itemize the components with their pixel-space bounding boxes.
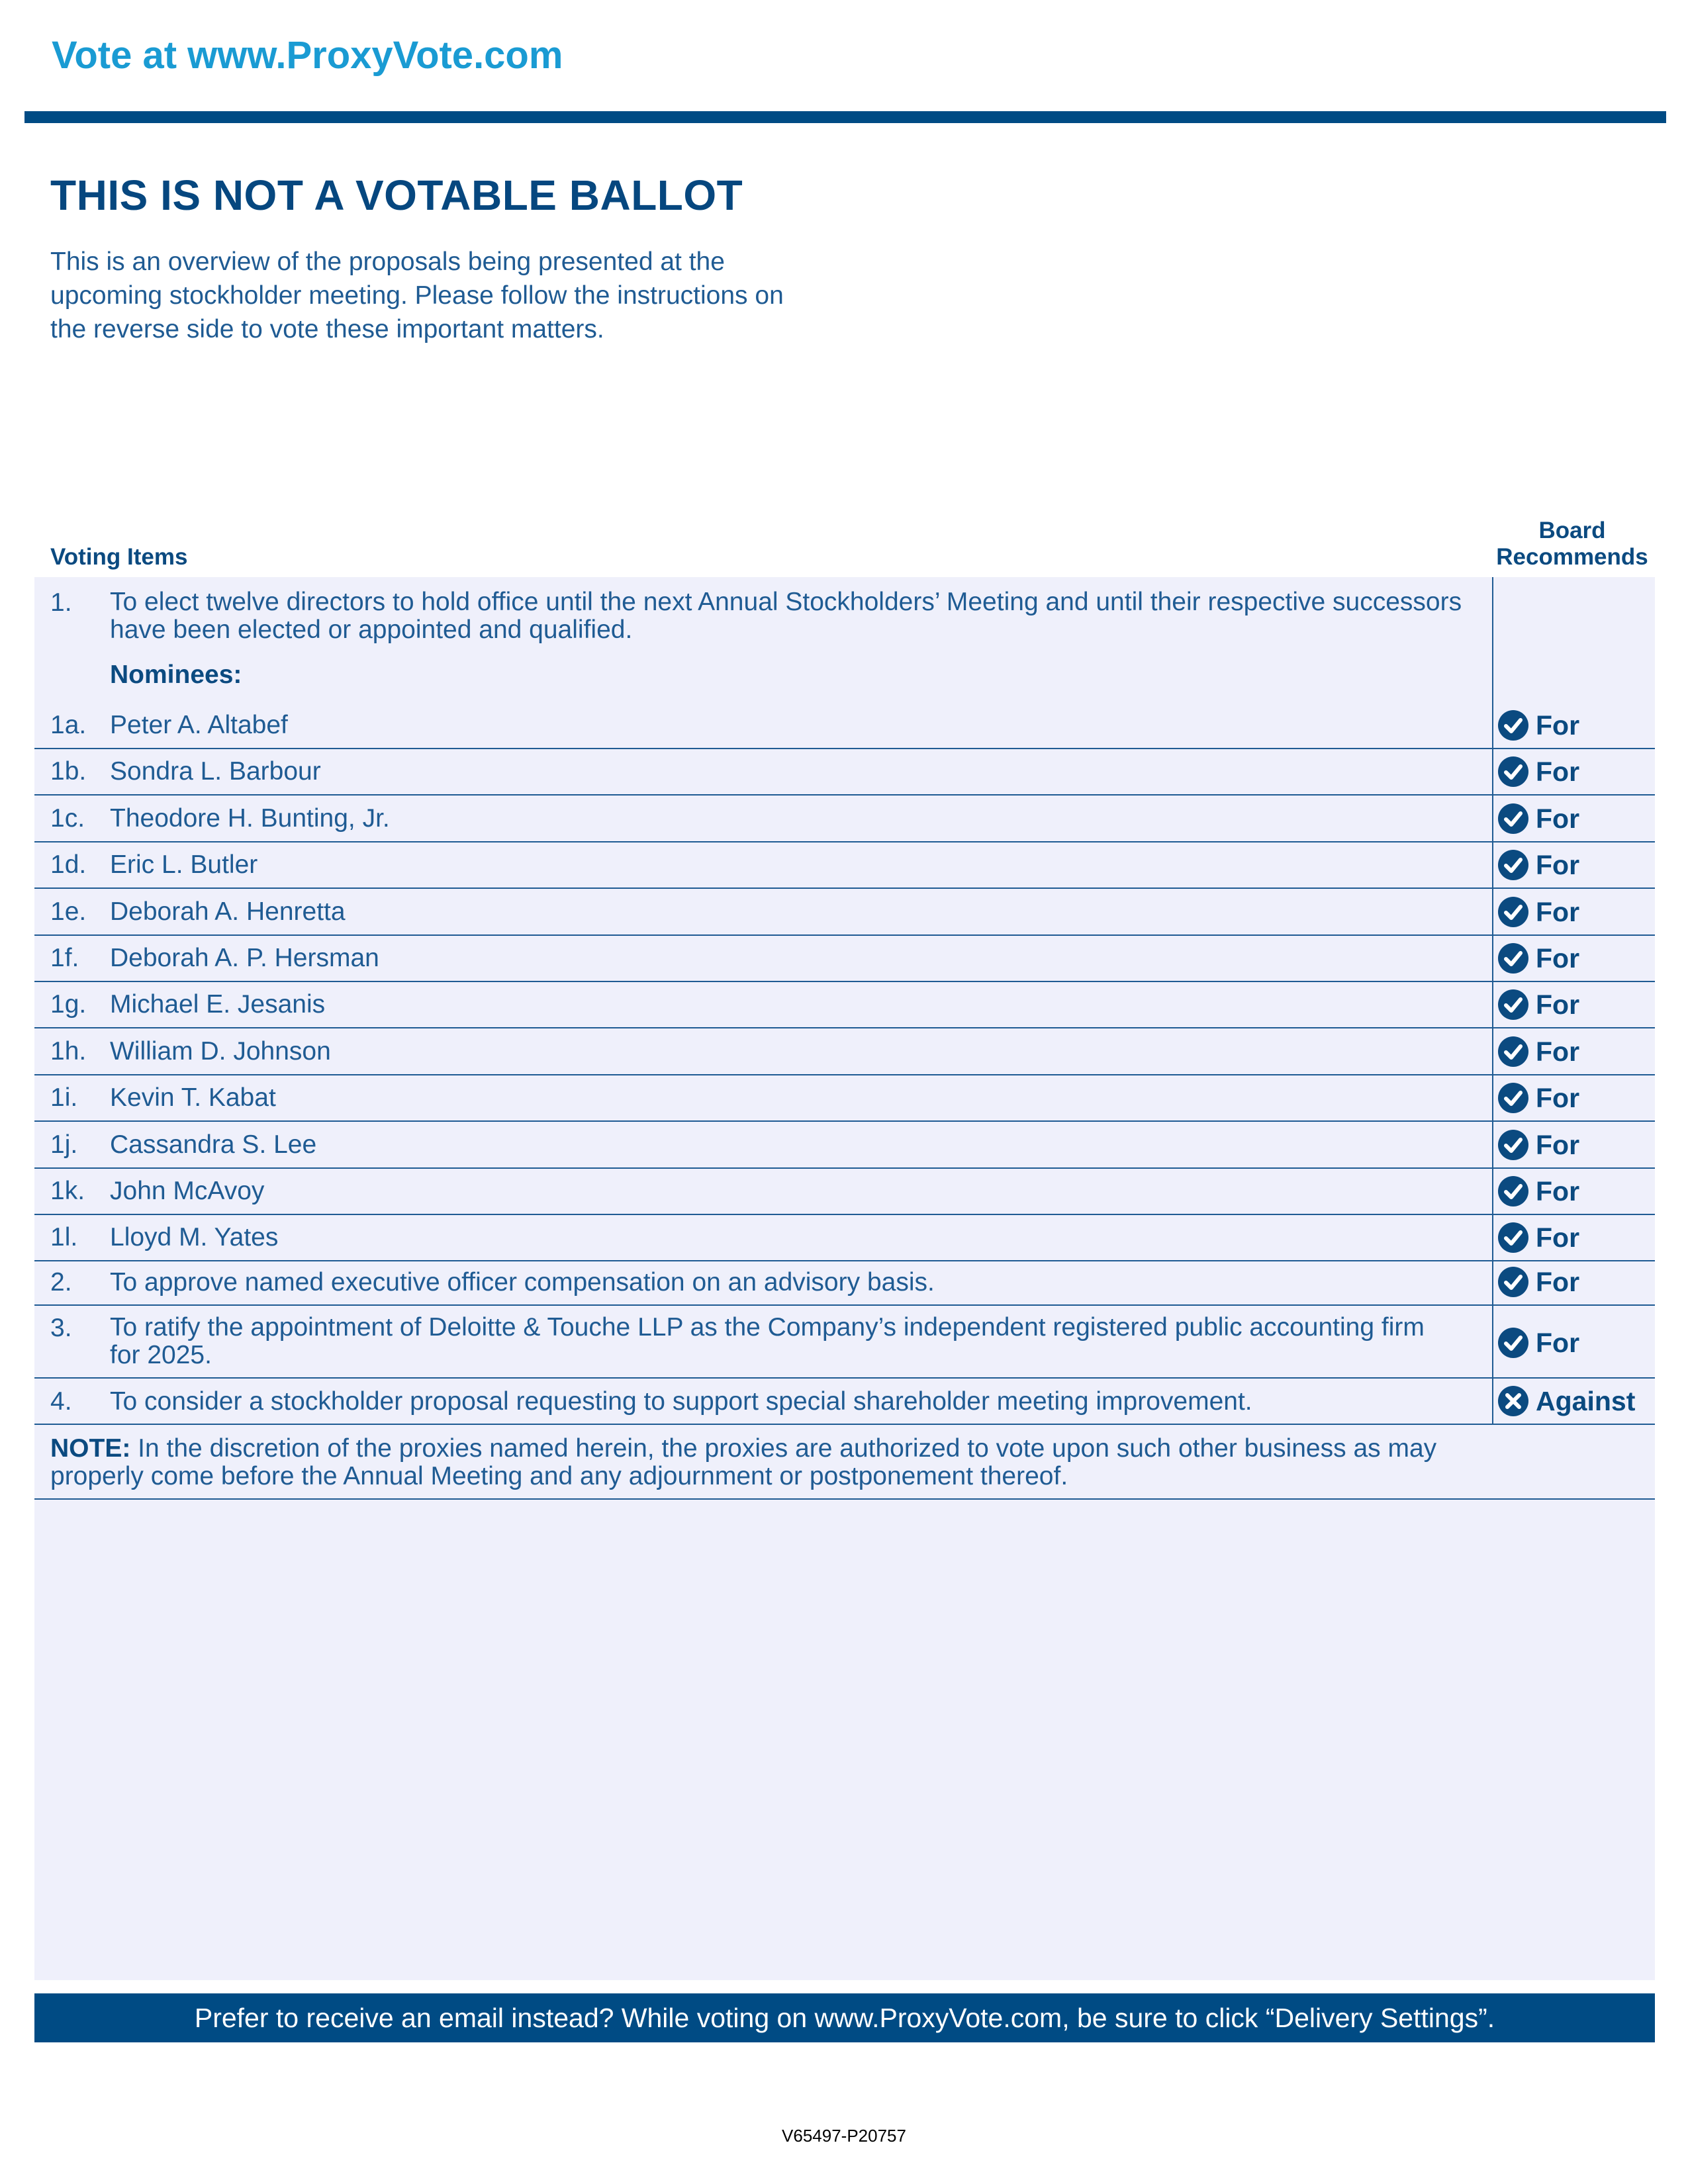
- nominee-number: 1d.: [50, 850, 87, 879]
- recommendation: [1497, 989, 1579, 1021]
- note-text: In the discretion of the proxies named herein, the proxies are authorized to vote upon such other business as may: [130, 1434, 1437, 1463]
- nominee-row: [34, 796, 1655, 842]
- recommendation-label: For: [1536, 1222, 1580, 1253]
- intro-line: the reverse side to vote these important matters.: [50, 315, 604, 343]
- recommendation-label: For: [1536, 709, 1580, 741]
- item-3-line: To ratify the appointment of Deloitte & Touche LLP as the Company’s independent registered public accounting firm: [110, 1313, 1425, 1342]
- document-code: V65497-P20757: [782, 2126, 906, 2146]
- voting-items-header: Voting Items: [50, 544, 188, 570]
- recommendation-label: For: [1536, 849, 1580, 880]
- item-1-text: [110, 588, 1507, 644]
- nominee-row: [34, 842, 1655, 889]
- nominee-row: [34, 1215, 1655, 1261]
- recommendation: [1497, 896, 1579, 928]
- nominees-label: Nominees:: [110, 660, 242, 689]
- nominee-name: Theodore H. Bunting, Jr.: [110, 804, 390, 833]
- item-number: 3.: [50, 1314, 72, 1342]
- nominee-name: Michael E. Jesanis: [110, 990, 326, 1019]
- for-check-icon: [1497, 1222, 1529, 1253]
- recommendation: [1497, 1082, 1579, 1114]
- for-check-icon: [1497, 1036, 1529, 1068]
- item-number: 2.: [50, 1268, 72, 1297]
- nominee-number: 1l.: [50, 1223, 78, 1251]
- nominee-number: 1c.: [50, 804, 85, 833]
- nominee-number: 1g.: [50, 990, 87, 1019]
- recommendation-label: For: [1536, 989, 1580, 1020]
- intro-line: upcoming stockholder meeting. Please follow the instructions on: [50, 281, 784, 310]
- recommendation-label: For: [1536, 896, 1580, 927]
- recommendation: [1497, 1385, 1635, 1417]
- recommendation-label: For: [1536, 942, 1580, 974]
- note-line: properly come before the Annual Meeting and any adjournment or postponement thereof.: [50, 1462, 1068, 1490]
- nominee-row: [34, 936, 1655, 982]
- nominee-number: 1a.: [50, 711, 87, 739]
- recommendation-label: For: [1536, 803, 1580, 834]
- for-check-icon: [1497, 989, 1529, 1021]
- nominee-row: [34, 749, 1655, 796]
- for-check-icon: [1497, 942, 1529, 974]
- recommendation: [1497, 1266, 1579, 1298]
- recommendation: [1497, 1129, 1579, 1161]
- recommendation-label: For: [1536, 1036, 1580, 1067]
- for-check-icon: [1497, 1327, 1529, 1359]
- nominee-row: [34, 982, 1655, 1028]
- board-header-line: Recommends: [1496, 544, 1648, 570]
- recommendation-label: For: [1536, 1129, 1580, 1160]
- note-rule: [34, 1498, 1655, 1500]
- nominee-row: [34, 1169, 1655, 1215]
- nominee-name: Deborah A. P. Hersman: [110, 944, 379, 972]
- nominee-name: Sondra L. Barbour: [110, 757, 321, 786]
- nominee-row: [34, 889, 1655, 936]
- for-check-icon: [1497, 756, 1529, 788]
- item-1-line: To elect twelve directors to hold office until the next Annual Stockholders’ Meeting and until their respective successors: [110, 588, 1462, 616]
- recommendation-label: For: [1536, 1082, 1580, 1113]
- for-check-icon: [1497, 1129, 1529, 1161]
- nominee-name: John McAvoy: [110, 1177, 265, 1205]
- for-check-icon: [1497, 803, 1529, 835]
- item-3-line: for 2025.: [110, 1341, 212, 1369]
- nominee-number: 1i.: [50, 1083, 78, 1112]
- item-4-text: To consider a stockholder proposal requesting to support special shareholder meeting improvement.: [110, 1387, 1252, 1416]
- against-x-icon: [1497, 1385, 1529, 1417]
- item-1-line: have been elected or appointed and qualified.: [110, 615, 633, 644]
- recommendation: [1497, 942, 1579, 974]
- for-check-icon: [1497, 1266, 1529, 1298]
- nominee-row: [34, 703, 1655, 749]
- recommendation-label: For: [1536, 756, 1580, 787]
- for-check-icon: [1497, 709, 1529, 741]
- nominee-number: 1b.: [50, 757, 87, 786]
- page-title: THIS IS NOT A VOTABLE BALLOT: [50, 171, 743, 219]
- recommendation-label: For: [1536, 1266, 1580, 1297]
- nominee-name: Deborah A. Henretta: [110, 897, 346, 926]
- vote-link[interactable]: Vote at www.ProxyVote.com: [52, 34, 563, 77]
- recommendation: [1497, 803, 1579, 835]
- item-number: 4.: [50, 1387, 72, 1416]
- nominee-number: 1f.: [50, 944, 79, 972]
- nominee-name: Eric L. Butler: [110, 850, 258, 879]
- recommendation: [1497, 756, 1579, 788]
- nominee-name: Kevin T. Kabat: [110, 1083, 276, 1112]
- for-check-icon: [1497, 1082, 1529, 1114]
- note-label: NOTE:: [50, 1434, 131, 1463]
- delivery-settings-banner: Prefer to receive an email instead? While voting on www.ProxyVote.com, be sure to click “Delivery Settings”.: [34, 1993, 1655, 2042]
- recommendation: [1497, 849, 1579, 881]
- item-4-row: [34, 1379, 1655, 1425]
- item-3-text: [110, 1314, 1507, 1369]
- board-header-line: Board: [1538, 518, 1606, 543]
- for-check-icon: [1497, 896, 1529, 928]
- nominee-name: William D. Johnson: [110, 1037, 331, 1066]
- nominee-number: 1j.: [50, 1130, 78, 1159]
- intro-paragraph: [50, 245, 871, 346]
- item-3-row: [34, 1306, 1655, 1379]
- recommendation: [1497, 1036, 1579, 1068]
- nominee-number: 1e.: [50, 897, 87, 926]
- item-2-row: [34, 1259, 1655, 1306]
- nominee-name: Cassandra S. Lee: [110, 1130, 317, 1159]
- nominee-name: Lloyd M. Yates: [110, 1223, 279, 1251]
- recommendation-label: For: [1536, 1327, 1580, 1358]
- recommendation: [1497, 1327, 1579, 1359]
- header-rule: [24, 111, 1666, 123]
- note-line: [50, 1435, 1493, 1463]
- recommendation: [1497, 1175, 1579, 1207]
- recommendation-label: Against: [1536, 1385, 1636, 1416]
- note-paragraph: [50, 1435, 1493, 1490]
- for-check-icon: [1497, 849, 1529, 881]
- intro-line: This is an overview of the proposals being presented at the: [50, 248, 725, 276]
- recommendation: [1497, 709, 1579, 741]
- recommendation-label: For: [1536, 1175, 1580, 1206]
- item-2-text: To approve named executive officer compensation on an advisory basis.: [110, 1268, 935, 1297]
- item-number: 1.: [50, 588, 72, 617]
- nominee-number: 1k.: [50, 1177, 85, 1205]
- nominee-name: Peter A. Altabef: [110, 711, 288, 739]
- for-check-icon: [1497, 1175, 1529, 1207]
- nominee-row: [34, 1075, 1655, 1122]
- nominee-row: [34, 1029, 1655, 1075]
- board-recommends-header: [1493, 518, 1652, 570]
- nominee-number: 1h.: [50, 1037, 87, 1066]
- nominee-row: [34, 1122, 1655, 1169]
- recommendation: [1497, 1222, 1579, 1253]
